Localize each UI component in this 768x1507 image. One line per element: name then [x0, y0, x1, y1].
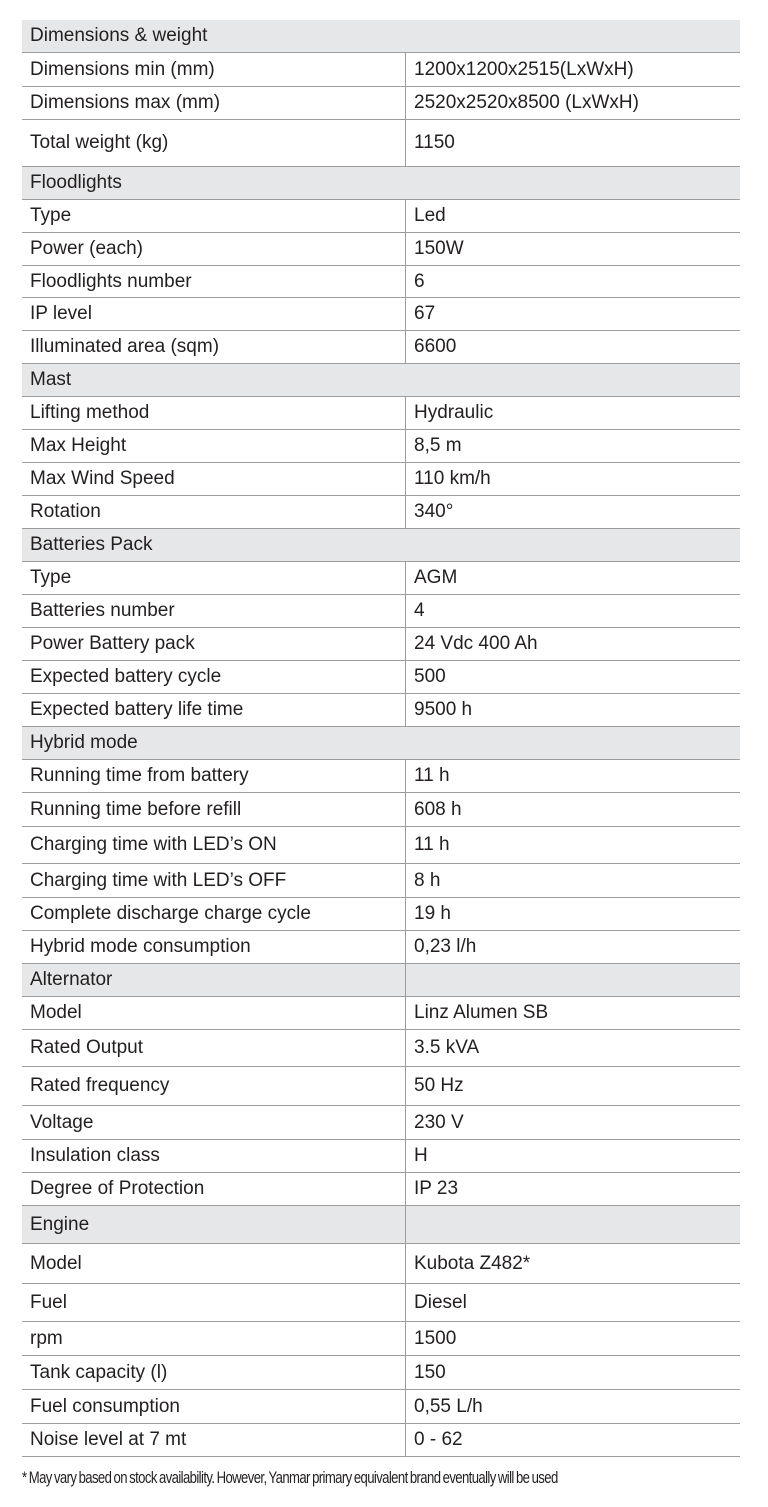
spec-label: rpm [22, 1322, 406, 1355]
spec-value: Led [414, 205, 446, 226]
spec-value: 6 [414, 270, 425, 292]
spec-value: 9500 h [414, 699, 473, 720]
spec-label: Dimensions max (mm) [22, 87, 406, 119]
section-header [22, 727, 740, 760]
spec-label: IP level [22, 298, 406, 330]
spec-label: Lifting method [22, 397, 406, 429]
spec-row [22, 120, 740, 167]
spec-row [22, 997, 740, 1030]
spec-row [22, 331, 740, 364]
spec-value: 3.5 kVA [414, 1037, 480, 1058]
section-header [22, 364, 740, 397]
spec-row [22, 1067, 740, 1106]
spec-value: 1200x1200x2515(LxWxH) [414, 58, 634, 80]
spec-value: Linz Alumen SB [414, 1002, 549, 1023]
spec-label: Running time before refill [22, 793, 406, 826]
spec-value: 50 Hz [414, 1075, 464, 1096]
spec-row [22, 1106, 740, 1140]
spec-row [22, 760, 740, 793]
spec-label: Illuminated area (sqm) [22, 331, 406, 363]
spec-value: 150 [414, 1361, 446, 1383]
section-title: Floodlights [30, 172, 122, 193]
spec-value: 4 [414, 600, 425, 621]
section-header [22, 1206, 740, 1244]
spec-label: Power Battery pack [22, 628, 406, 660]
spec-row [22, 595, 740, 628]
spec-label: Voltage [22, 1106, 406, 1139]
spec-value: 2520x2520x8500 (LxWxH) [414, 92, 639, 113]
spec-label: Expected battery life time [22, 694, 406, 726]
spec-row [22, 266, 740, 298]
spec-value: 1150 [414, 132, 455, 153]
section-title: Engine [22, 1206, 406, 1243]
spec-label: Hybrid mode consumption [22, 931, 406, 963]
spec-value: Diesel [414, 1291, 467, 1313]
spec-row [22, 864, 740, 898]
spec-value: 110 km/h [414, 468, 491, 489]
spec-row [22, 430, 740, 463]
spec-label: Max Wind Speed [22, 463, 406, 495]
spec-row [22, 397, 740, 430]
spec-row [22, 827, 740, 864]
spec-row [22, 931, 740, 964]
spec-row [22, 1284, 740, 1322]
section-title: Hybrid mode [30, 732, 138, 753]
spec-row [22, 628, 740, 661]
spec-label: Fuel [22, 1284, 406, 1321]
spec-row [22, 1356, 740, 1390]
spec-value: 230 V [414, 1111, 464, 1133]
spec-value: 24 Vdc 400 Ah [414, 633, 538, 654]
spec-label: Power (each) [22, 233, 406, 265]
spec-value: 67 [414, 303, 436, 324]
spec-table [22, 20, 740, 1457]
spec-value: 1500 [414, 1327, 457, 1349]
spec-value: Hydraulic [414, 402, 494, 423]
spec-value: 340° [414, 501, 454, 522]
spec-label: Max Height [22, 430, 406, 462]
section-header [22, 964, 740, 997]
spec-value: 6600 [414, 336, 457, 357]
spec-row [22, 53, 740, 87]
spec-label: Running time from battery [22, 760, 406, 792]
spec-label: Rated frequency [22, 1067, 406, 1105]
spec-label: Dimensions min (mm) [22, 53, 406, 86]
spec-value: 150W [414, 238, 464, 259]
spec-label: Type [22, 200, 406, 232]
spec-value: 0,23 l/h [414, 936, 477, 957]
spec-label: Tank capacity (l) [22, 1356, 406, 1389]
spec-row [22, 694, 740, 727]
spec-row [22, 661, 740, 694]
spec-row [22, 1390, 740, 1424]
spec-label: Expected battery cycle [22, 661, 406, 693]
spec-label: Degree of Protection [22, 1173, 406, 1205]
spec-label: Charging time with LED’s OFF [22, 864, 406, 897]
section-title: Batteries Pack [30, 534, 153, 555]
spec-row [22, 463, 740, 496]
spec-label: Type [22, 562, 406, 594]
spec-value: 500 [414, 666, 446, 687]
spec-row [22, 793, 740, 827]
spec-row [22, 898, 740, 931]
spec-value: 11 h [414, 765, 450, 786]
spec-label: Batteries number [22, 595, 406, 627]
spec-label: Noise level at 7 mt [22, 1424, 406, 1456]
spec-row [22, 1322, 740, 1356]
spec-value: 0 - 62 [414, 1429, 463, 1450]
section-title: Alternator [22, 964, 406, 996]
section-header [22, 529, 740, 562]
spec-value: 0,55 L/h [414, 1395, 483, 1417]
spec-row [22, 87, 740, 120]
spec-label: Insulation class [22, 1140, 406, 1172]
spec-value: 8,5 m [414, 435, 462, 456]
spec-value: IP 23 [414, 1178, 459, 1199]
spec-label: Total weight (kg) [22, 120, 406, 166]
spec-row [22, 1173, 740, 1206]
spec-value: AGM [414, 567, 458, 588]
spec-label: Floodlights number [22, 266, 406, 297]
spec-label: Complete discharge charge cycle [22, 898, 406, 930]
spec-row [22, 1140, 740, 1173]
spec-row [22, 562, 740, 595]
spec-label: Model [22, 997, 406, 1029]
spec-value: 8 h [414, 869, 441, 891]
spec-row [22, 233, 740, 266]
spec-row [22, 1244, 740, 1284]
spec-label: Fuel consumption [22, 1390, 406, 1423]
section-title: Dimensions & weight [30, 25, 208, 46]
section-title: Mast [30, 369, 72, 390]
spec-row [22, 298, 740, 331]
spec-value: 608 h [414, 798, 462, 820]
spec-label: Charging time with LED’s ON [22, 827, 406, 863]
spec-value: H [414, 1145, 428, 1166]
spec-label: Model [22, 1244, 406, 1283]
spec-row [22, 496, 740, 529]
spec-value: 19 h [414, 903, 451, 924]
footnote: * May vary based on stock availability. However, Yanmar primary equivalent brand eventually will be used [22, 1469, 558, 1487]
spec-row [22, 1030, 740, 1067]
spec-value: 11 h [414, 834, 450, 855]
spec-row [22, 1424, 740, 1457]
spec-value: Kubota Z482* [414, 1252, 531, 1274]
section-header [22, 20, 740, 53]
section-value-cell [406, 1206, 740, 1243]
spec-label: Rated Output [22, 1030, 406, 1066]
spec-label: Rotation [22, 496, 406, 528]
section-value-cell [406, 964, 740, 996]
section-header [22, 167, 740, 200]
spec-row [22, 200, 740, 233]
